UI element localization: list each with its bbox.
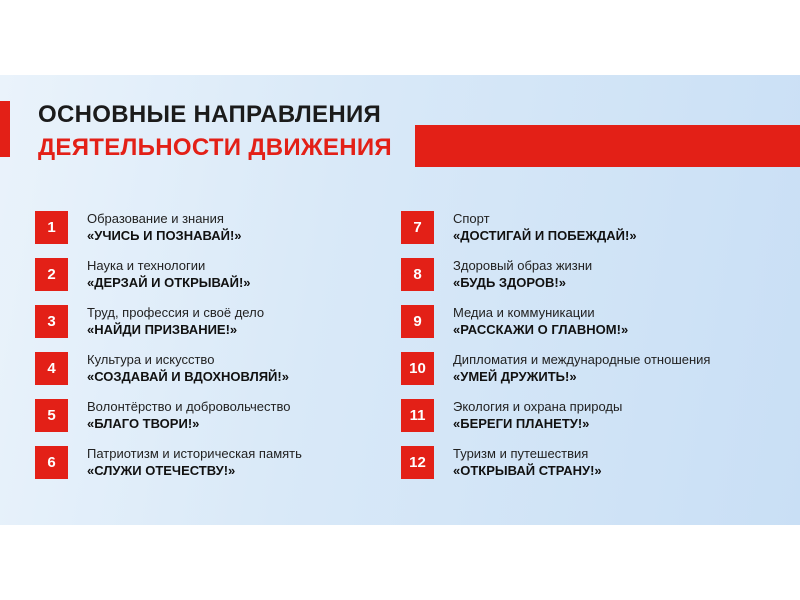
direction-motto: «РАССКАЖИ О ГЛАВНОМ!»: [453, 322, 629, 337]
direction-name: Спорт: [453, 211, 490, 226]
direction-name: Медиа и коммуникации: [453, 305, 595, 320]
slide: [0, 75, 800, 525]
title-line-1: ОСНОВНЫЕ НАПРАВЛЕНИЯ: [38, 101, 382, 128]
direction-motto: «СОЗДАВАЙ И ВДОХНОВЛЯЙ!»: [87, 369, 289, 384]
direction-motto: «ДЕРЗАЙ И ОТКРЫВАЙ!»: [87, 275, 251, 290]
direction-name: Экология и охрана природы: [453, 399, 623, 414]
direction-motto: «БУДЬ ЗДОРОВ!»: [453, 275, 566, 290]
direction-motto: «УЧИСЬ И ПОЗНАВАЙ!»: [87, 228, 242, 243]
direction-number: 1: [35, 211, 68, 244]
direction-motto: «БЛАГО ТВОРИ!»: [87, 416, 200, 431]
direction-number: 2: [35, 258, 68, 291]
direction-name: Волонтёрство и добровольчество: [87, 399, 291, 414]
direction-name: Патриотизм и историческая память: [87, 446, 302, 461]
direction-number: 5: [35, 399, 68, 432]
direction-number: 3: [35, 305, 68, 338]
title-block: [0, 97, 800, 167]
direction-motto: «ОТКРЫВАЙ СТРАНУ!»: [453, 463, 602, 478]
direction-name: Образование и знания: [87, 211, 224, 226]
direction-name: Наука и технологии: [87, 258, 206, 273]
direction-motto: «ДОСТИГАЙ И ПОБЕЖДАЙ!»: [453, 228, 637, 243]
title-line-2: ДЕЯТЕЛЬНОСТИ ДВИЖЕНИЯ: [38, 134, 392, 161]
direction-number: 11: [401, 399, 434, 432]
direction-name: Культура и искусство: [87, 352, 215, 367]
direction-number: 4: [35, 352, 68, 385]
direction-motto: «СЛУЖИ ОТЕЧЕСТВУ!»: [87, 463, 236, 478]
direction-number: 8: [401, 258, 434, 291]
direction-motto: «БЕРЕГИ ПЛАНЕТУ!»: [453, 416, 590, 431]
direction-name: Здоровый образ жизни: [453, 258, 593, 273]
direction-motto: «УМЕЙ ДРУЖИТЬ!»: [453, 369, 577, 384]
direction-number: 6: [35, 446, 68, 479]
direction-name: Дипломатия и международные отношения: [453, 352, 711, 367]
direction-number: 9: [401, 305, 434, 338]
accent-bar-right: [415, 125, 800, 167]
direction-name: Труд, профессия и своё дело: [87, 305, 265, 320]
direction-number: 10: [401, 352, 434, 385]
direction-number: 12: [401, 446, 434, 479]
accent-bar-left: [0, 101, 10, 157]
direction-name: Туризм и путешествия: [453, 446, 589, 461]
direction-number: 7: [401, 211, 434, 244]
direction-motto: «НАЙДИ ПРИЗВАНИЕ!»: [87, 322, 238, 337]
